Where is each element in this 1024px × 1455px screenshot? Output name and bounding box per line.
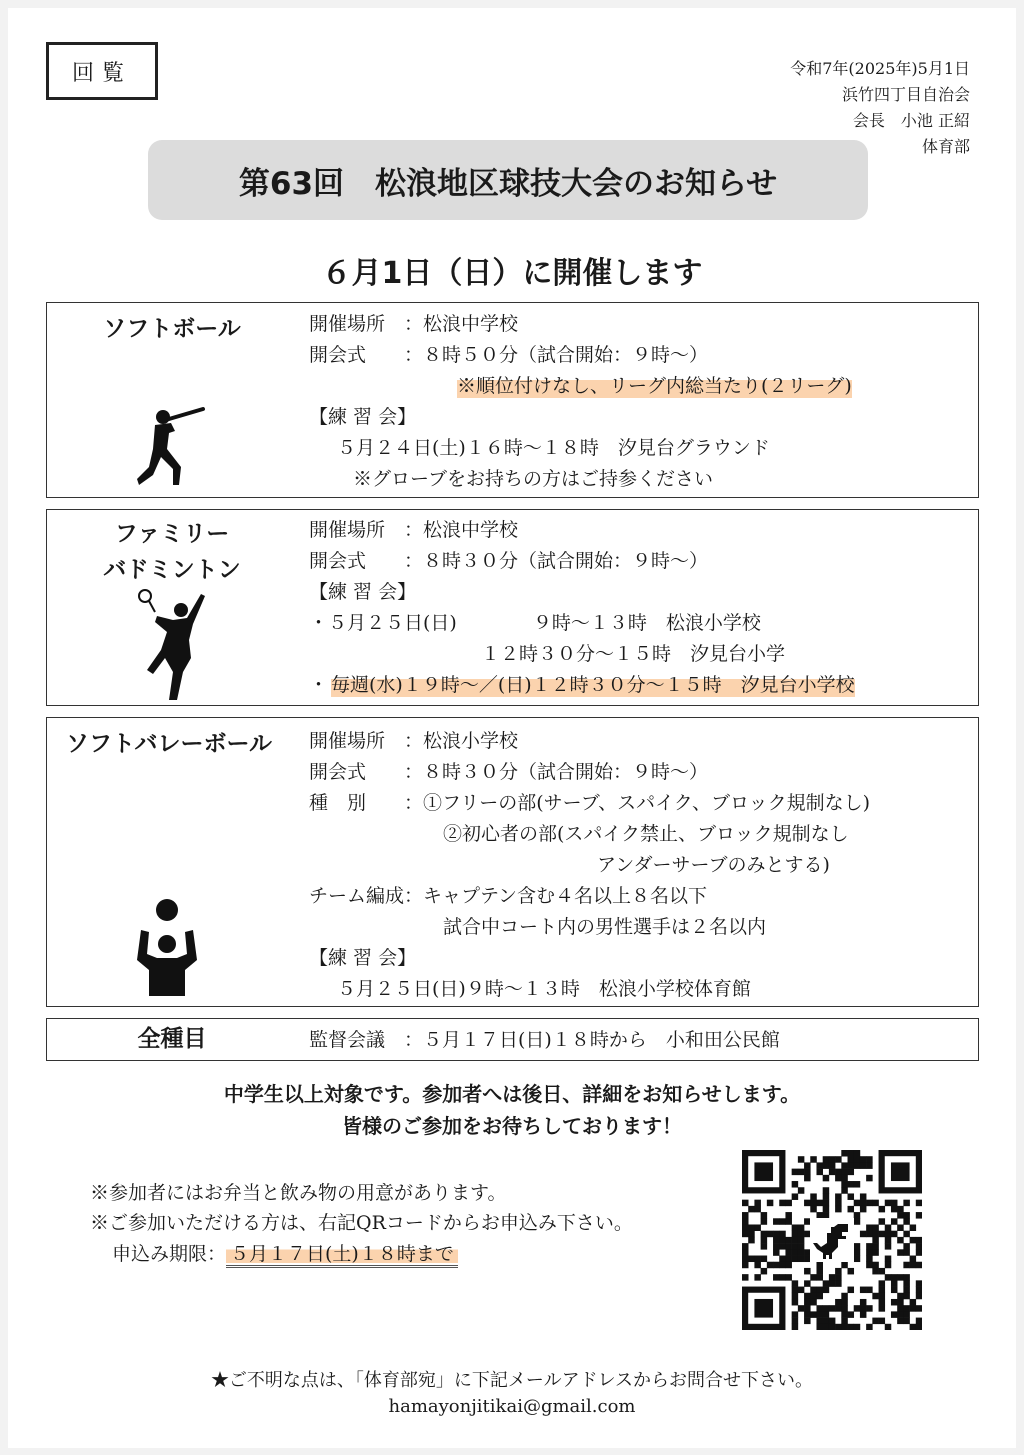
badminton-practice-heading: 【練 習 会】 xyxy=(309,581,417,603)
sport-name-volleyball: ソフトバレーボール xyxy=(65,731,273,757)
softball-venue: 開催場所 ：松浪中学校 xyxy=(309,313,519,335)
volleyball-team-rule: チーム編成：キャプテン含む４名以上８名以下 xyxy=(309,885,708,907)
badminton-venue: 開催場所 ：松浪中学校 xyxy=(309,519,519,541)
sport-name-softball: ソフトボール xyxy=(103,316,241,342)
target-message: 中学生以上対象です。参加者へは後日、詳細をお知らせします。 xyxy=(223,1082,801,1106)
sport-name-badminton-line2: バドミントン xyxy=(103,557,241,583)
issuer-chair: 会長 小池 正紹 xyxy=(852,111,970,130)
page-title: 第63回 松浪地区球技大会のお知らせ xyxy=(148,140,868,220)
contact-note: ★ご不明な点は、「体育部宛」に下記メールアドレスからお問合せ下さい。 xyxy=(210,1370,814,1391)
volleyball-player-icon xyxy=(127,896,207,1000)
softball-practice-date: ５月２４日(土)１６時〜１８時 汐見台グラウンド xyxy=(337,437,770,459)
badminton-practice-bullet: ・ xyxy=(309,674,329,696)
badminton-weekly-practice: 毎週(水)１９時〜／(日)１２時３０分〜１５時 汐見台小学校 xyxy=(331,670,855,700)
issuer-dept: 体育部 xyxy=(921,137,970,156)
softball-glove-note: ※グローブをお持ちの方はご持参ください xyxy=(353,468,714,490)
badminton-section xyxy=(46,509,979,706)
volleyball-category-beginner: ②初心者の部(スパイク禁止、ブロック規制なし xyxy=(443,823,849,845)
volleyball-category-beginner-cont: アンダーサーブのみとする) xyxy=(597,854,830,876)
badminton-opening: 開会式 ：８時３０分（試合開始：９時〜） xyxy=(309,550,709,572)
managers-meeting: 監督会議 ：５月１７日(日)１８時から 小和田公民館 xyxy=(309,1029,780,1051)
dinosaur-icon xyxy=(810,1218,854,1262)
badminton-practice-1: ・５月２５日(日) ９時〜１３時 松浪小学校 xyxy=(309,612,761,634)
volleyball-practice-heading: 【練 習 会】 xyxy=(309,947,417,969)
volleyball-section xyxy=(46,717,979,1007)
meal-note: ※参加者にはお弁当と飲み物の用意があります。 xyxy=(90,1182,507,1204)
softball-practice-heading: 【練 習 会】 xyxy=(309,406,417,428)
sport-name-all: 全種目 xyxy=(137,1026,207,1052)
volleyball-practice-date: ５月２５日(日)９時〜１３時 松浪小学校体育館 xyxy=(337,978,751,1000)
qr-apply-note: ※ご参加いただける方は、右記QRコードからお申込み下さい。 xyxy=(90,1212,633,1234)
badminton-player-icon xyxy=(131,588,211,704)
softball-section xyxy=(46,302,979,498)
softball-opening: 開会式 ：８時５０分（試合開始：９時〜） xyxy=(309,344,709,366)
deadline-value: ５月１７日(土)１８時まで xyxy=(226,1243,458,1268)
volleyball-opening: 開会式 ：８時３０分（試合開始：９時〜） xyxy=(309,761,709,783)
event-date-headline: ６月1日（日）に開催します xyxy=(321,256,703,291)
deadline-label: 申込み期限： xyxy=(112,1243,227,1265)
volleyball-male-rule: 試合中コート内の男性選手は２名以内 xyxy=(443,916,767,938)
circulation-stamp: 回覧 xyxy=(46,42,158,100)
sport-name-badminton-line1: ファミリー xyxy=(114,521,230,547)
volleyball-category-free: 種 別 ：①フリーの部(サーブ、スパイク、ブロック規制なし) xyxy=(309,792,871,814)
volleyball-venue: 開催場所 ：松浪小学校 xyxy=(309,730,519,752)
contact-email[interactable]: hamayonjitikai@gmail.com xyxy=(388,1396,636,1417)
softball-league-note: ※順位付けなし、リーグ内総当たり(２リーグ) xyxy=(457,371,852,401)
qr-code-icon[interactable] xyxy=(742,1150,922,1330)
badminton-practice-2: １２時３０分〜１５時 汐見台小学 xyxy=(481,643,786,665)
sport-name-badminton xyxy=(67,516,277,588)
all-events-section xyxy=(46,1018,979,1061)
deadline-row xyxy=(112,1239,458,1269)
thanks-message: 皆様のご参加をお待ちしております！ xyxy=(342,1114,682,1138)
issue-date: 令和7年(2025年)5月1日 xyxy=(790,59,970,78)
issuer-org: 浜竹四丁目自治会 xyxy=(841,85,970,104)
batter-icon xyxy=(133,405,209,491)
